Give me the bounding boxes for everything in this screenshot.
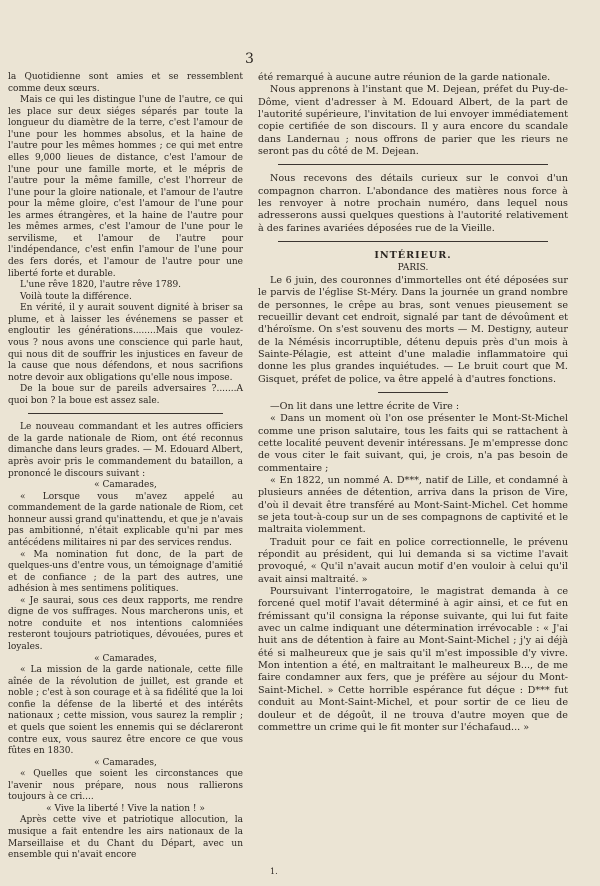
section-divider bbox=[278, 241, 548, 242]
paragraph: « Lorsque vous m'avez appelé au commandement de la garde nationale de Riom, cet honneur aussi grand qu'inattendu, et que je n'avais pas ambitionné, n'était explicable qu'ni par mes antécédens militaires ni par des services rendus. bbox=[8, 491, 243, 548]
paragraph: Le 6 juin, des couronnes d'immortelles ont été déposées sur le parvis de l'église St-Méry. Dans la journée un grand nombre de personnes, le crêpe au bras, sont venues pieusement se recueillir devant cet endroit, signalé par tant de dévoûment et d'héroïsme. On s'est souvenu des morts — M. Destigny, auteur de la Némésis incorruptible, détenu depuis près d'un mois à Sainte-Pélagie, est atteint d'une maladie inflammatoire qui donne les plus grandes inquiétudes. — Le bruit court que M. Gisquet, préfet de police, va être appelé à d'autres fonctions. bbox=[258, 274, 568, 385]
paragraph: En vérité, il y aurait souvent dignité à briser sa plume, et à laisser les événemens se passer et engloutir les générations........Mais que voulez-vous ? nous avons une conscience qui parle haut, qui nous dit de souffrir les injustices en faveur de la cause que nous défendons, et nous sacrifions notre devoir aux obligations qu'elle nous impose. bbox=[8, 303, 243, 383]
left-column bbox=[8, 72, 243, 862]
paragraph: Poursuivant l'interrogatoire, le magistrat demanda à ce forcené quel motif l'avait déterminé à agir ainsi, et ce fut en frémissant qu'il consigna la réponse suivante, qui lui fut faite avec un calme indiquant une détermination irrévocable : « J'ai huit ans de détention à faire au Mont-Saint-Michel ; j'y ai déjà été si malheureux que je sais qu'il m'est impossible d'y vivre. Mon intention a été, en maltraitant le malheureux B..., de me faire condamner aux fers, que je préfère au séjour du Mont-Saint-Michel. » Cette horrible espérance fut déçue : D*** fut conduit au Mont-Saint-Michel, et pour sortir de ce lieu de douleur et de dégoût, il ne trouva d'autre moyen que de commettre un crime qui le fit monter sur l'échafaud... » bbox=[258, 586, 568, 733]
section-divider bbox=[278, 164, 548, 165]
paragraph: « La mission de la garde nationale, cette fille aînée de la révolution de juillet, est grande et noble ; c'est à son courage et à sa fidélité que la loi confie la défense de la liberté et des intérêts nationaux ; cette mission, vous saurez la remplir ; et quels que soient les ennemis qui se déclareront contre eux, vous saurez être encore ce que vous fûtes en 1830. bbox=[8, 665, 243, 757]
paragraph: « Quelles que soient les circonstances que l'avenir nous prépare, nous nous rallierons toujours à ce cri.... bbox=[8, 769, 243, 803]
section-divider bbox=[378, 392, 448, 393]
paragraph: Nous apprenons à l'instant que M. Dejean, préfet du Puy-de-Dôme, vient d'adresser à M. Edouard Albert, de la part de l'autorité supérieure, l'invitation de lui envoyer immédiatement copie certifiée de son discours. Il y aura encore du scandale dans Landernau ; nous offrons de parier que les rieurs ne seront pas du côté de M. Dejean. bbox=[258, 84, 568, 158]
page-number: 3 bbox=[245, 51, 254, 67]
footer-mark: 1. bbox=[270, 867, 278, 876]
paragraph: —On lit dans une lettre écrite de Vire : bbox=[270, 400, 460, 412]
paragraph: « Camarades, bbox=[94, 757, 157, 768]
paragraph: « Vive la liberté ! Vive la nation ! » bbox=[46, 803, 205, 814]
section-place: PARIS. bbox=[397, 263, 429, 274]
paragraph: De la boue sur de pareils adversaires ?.......A quoi bon ? la boue est assez sale. bbox=[8, 384, 243, 406]
paragraph: « Dans un moment où l'on ose présenter le Mont-St-Michel comme une prison salutaire, tous les faits qui se rattachent à cette localité peuvent devenir intéressans. Je m'empresse donc de vous citer le fait suivant, qui, je crois, n'a pas besoin de commentaire ; bbox=[258, 413, 568, 474]
right-column bbox=[258, 72, 568, 734]
section-divider bbox=[28, 413, 223, 414]
paragraph: Le nouveau commandant et les autres officiers de la garde nationale de Riom, ont été reconnus dimanche dans leurs grades. — M. Edouard Albert, après avoir pris le commandement du bataillon, a prononcé le discours suivant : bbox=[8, 422, 243, 479]
paragraph: « En 1822, un nommé A. D***, natif de Lille, et condamné à plusieurs années de détention, arriva dans la prison de Vire, d'où il devait être transféré au Mont-Saint-Michel. Cet homme se jeta tout-à-coup sur un de ses compagnons de captivité et le maltraita violemment. bbox=[258, 474, 568, 536]
paragraph: Traduit pour ce fait en police correctionnelle, le prévenu répondit au président, qui lui demanda si sa victime l'avait provoqué, « Qu'il n'avait aucun motif d'en vouloir à celui qu'il avait ainsi maltraité. » bbox=[258, 536, 568, 585]
paragraph: la Quotidienne sont amies et se ressemblent comme deux sœurs. bbox=[8, 72, 243, 94]
paragraph: Après cette vive et patriotique allocution, la musique a fait entendre les airs nationaux de la Marseillaise et du Chant du Départ, avec un ensemble qui n'avait encore bbox=[8, 815, 243, 861]
paragraph: « Camarades, bbox=[94, 480, 157, 491]
paragraph: « Camarades, bbox=[94, 653, 157, 664]
paragraph: « Ma nomination fut donc, de la part de quelques-uns d'entre vous, un témoignage d'amitié et de confiance ; de la part des autres, une adhésion à mes sentimens politiques. bbox=[8, 549, 243, 595]
paragraph: Nous recevons des détails curieux sur le convoi d'un compagnon charron. L'abondance des matières nous force à les renvoyer à notre prochain numéro, dans lequel nous adresserons aussi quelques questions à l'autorité relativement à des farines avariées déposées rue de la Vieille. bbox=[258, 173, 568, 234]
paragraph: « Je saurai, sous ces deux rapports, me rendre digne de vos suffrages. Nous marcherons unis, et notre conduite et nos intentions calomniées resteront toujours patriotiques, dévouées, pures et loyales. bbox=[8, 595, 243, 652]
section-heading: INTÉRIEUR. bbox=[374, 250, 452, 262]
paragraph: Voilà toute la différence. bbox=[20, 291, 132, 302]
paragraph: Mais ce qui les distingue l'une de l'autre, ce qui les place sur deux siéges séparés par toute la longueur du diamètre de la terre, c'est l'amour de l'une pour les hommes absolus, et la haine de l'autre pour les mêmes hommes ; ce qui met entre elles 9,000 lieues de distance, c'est l'amour de l'une pour une famille morte, et le mépris de l'autre pour la même famille, c'est l'horreur de l'une pour la gloire nationale, et l'amour de l'autre pour la même gloire, c'est l'amour de l'une pour les armes étrangères, et la haine de l'autre pour les mêmes armes, c'est l'amour de l'une pour le servilisme, et l'amour de l'autre pour l'indépendance, c'est enfin l'amour de l'une pour des fers dorés, et l'amour de l'autre pour une liberté forte et durable. bbox=[8, 95, 243, 279]
paragraph: L'une rêve 1820, l'autre rêve 1789. bbox=[20, 280, 182, 291]
paragraph: été remarqué à aucune autre réunion de la garde nationale. bbox=[258, 72, 551, 83]
